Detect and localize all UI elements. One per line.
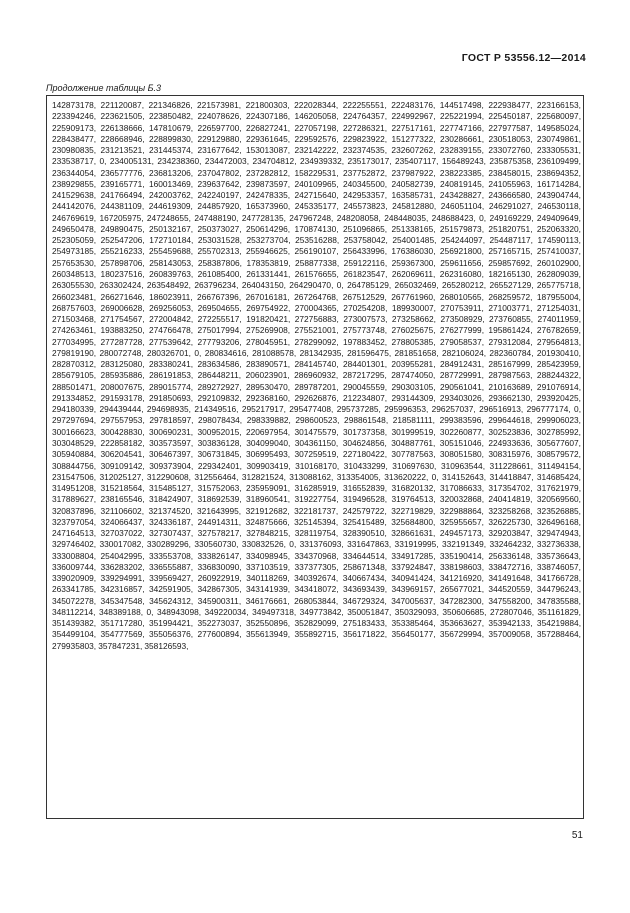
table-line: 280072748, 280326701, 0, 280834616, 281088578, 281342935, 281596475, 281851658, 282106024, 282360784, (99, 347, 534, 358)
table-line: 353385464, 353663627, 353942133, 354219884, 354499104, 354777569, 355056376, 277600894, 355613949, (52, 618, 582, 640)
table-line: 335736643, 336009744, 336283202, 336555887, 336830090, 337103519, 337377305, 258671348, 337924847, (52, 550, 581, 572)
table-line: 227057198, 227286321, 227517161, 227747166, 227977587, 149585024, 228438477, 228668946, 228899830, (52, 122, 581, 144)
table-line: 235959091, 316285919, 316552839, 316820132, 317086633, 317354702, 317621979, 317889627, 238165546, (52, 483, 582, 505)
table-line: 343141939, 343418072, 343693439, 343969157, 265677021, 344520559, 344796243, 345072278, 345347548, (52, 584, 582, 606)
table-line: 239873597, 240109965, 240345500, 240582739, 240819145, 241055963, 161714284, 241529638, 241766494, (52, 178, 582, 201)
table-line: 291850693, 292109832, 292368160, 292626876, 212234807, 293144309, 293403026, 293662130, 293920425, (149, 392, 581, 403)
table-line: 303836128, 304099040, 304361150, 304624856, 304887761, 305151046, 224933636, 305677607, 305940884, (52, 437, 581, 460)
table-line: 273258662, 273508929, 273760855, 274011959, 274263461, 193883250, 274766478, 275017994, 275269908, (52, 314, 582, 336)
page-number: 51 (571, 830, 583, 841)
table-line: 255216233, 255459688, 255702313, 255946625, 256190107, 256433996, 176386030, 256921800, 257165715, (100, 246, 533, 257)
table-line: 294180339, 294439444, 294698935, 214349516, 295217917, 295477408, 295737285, 295996353, 296257037, (52, 404, 476, 415)
table-line: 275521001, 275773748, 276025675, 276277999, 195861424, 276782659, 277034995, 277287728, 277539642, (52, 325, 581, 347)
table-line: 340667434, 340941424, 341216920, 341491648, 341766728, 263341785, 342316857, 342591905, 342867305, (52, 573, 582, 595)
table-line: 222938477, 223166153, 223394246, 223621505, 223850482, 224078626, 224307186, 146205058, 224764357, (52, 100, 581, 122)
table-line: 328119754, 328390510, 328661631, 249457173, 329203847, 329474943, 329746402, 330017082, 330289296, (52, 528, 582, 550)
table-line: 259611656, 259857692, 260102900, 260348513, 180237516, 260839763, 261085400, 261331441, 261576655, (52, 257, 581, 279)
table-line: 264043150, 264290470, 0, 264785129, 265032469, 265280212, 265527129, 265775718, 266023481, 266271646, (52, 280, 582, 302)
table-line: 224992967, 225221994, 225450187, 225680097, 225909173, 226138666, 147810679, 226597700, 226827241, (52, 111, 582, 133)
table-line: 284912431, 285167999, 285423959, 285679105, 285935886, 286191853, 286448211, 206023901, 286960932, (52, 359, 582, 381)
table-line: 257410037, 257653530, 257898706, 258143053, 258387806, 178353819, 258877338, 259122116, 259367300, (52, 246, 581, 268)
table-line: 246291027, 246530118, 246769619, 167205975, 247248655, 247488190, 247728135, 247967248, 248208058, (52, 201, 581, 223)
table-line: 142873178, 221120087, 221346826, 221573981, 221800303, 222028344, 222255551, 222483176, 144517498, (52, 100, 484, 110)
table-line: 338198603, 338472716, 338746057, 339020909, 339294991, 339569427, 260922919, 340118269, 340392674, (52, 561, 582, 584)
table-caption: Продолжение таблицы Б.3 (46, 83, 162, 93)
table-line: 301475579, 301737358, 301999519, 302260877, 302523836, 302785992, 303048529, 222858182, 303573597, (52, 426, 581, 448)
table-line: 237752872, 237987922, 238223385, 238458015, 238694352, 238929855, 239165771, 160013469, 239637642, (52, 167, 581, 189)
table-line: 348112214, 348389188, 0, 348943098, 349220034, 349497318, 349773842, 350051847, 350329093, 350606685, (52, 606, 487, 617)
table-line: 229129880, 229361645, 229592576, 229823922, 151277322, 230286661, 230518053, 230749861, 230980835, (52, 133, 582, 156)
table-line: 355892715, 356171822, 356450177, 356729994, 357009058, 357288464, 279935803, 357847231, 358126593, (52, 629, 581, 651)
table-line: 308579572, 308844756, 309109142, 309373904, 229342401, 309903419, 310168170, 310433299, 310697630, (52, 449, 581, 471)
table-cell-numbers (52, 100, 581, 652)
table-line: 170874130, 251096865, 251338165, 251579873, 251820751, 252063320, 252305059, 252547206, 172710184, (52, 223, 581, 246)
table-line: 289530470, 289787201, 290045559, 290303105, 290561041, 210163689, 291076914, 291334852, 291593178, (52, 381, 582, 403)
table-line: 313354005, 313620222, 0, 314152643, 314418847, 314685424, 314951208, 315218564, 315485127, 315752063, (52, 471, 581, 494)
table-line: 271003771, 271254031, 271503468, 271754567, 272004842, 272255517, 191820421, 272756883, 273007573, (52, 302, 581, 325)
standard-designation: ГОСТ Р 53556.12—2014 (461, 52, 586, 64)
table-line: 254042995, 333553708, 333826147, 334098945, 334370968, 334644514, 334917285, 335190414, 256336148, (100, 550, 533, 561)
table-line: 345624312, 345900311, 346176661, 268053844, 346729324, 347005637, 347282300, 347558200, 347835588, (149, 595, 581, 606)
table-line: 268757603, 269006628, 269256053, 269504655, 269754922, 270004365, 270254208, 189930007, 270753911, (52, 302, 484, 313)
table-line: 261823547, 262069611, 262316080, 182165130, 262809039, 263055530, 263302424, 263548492, 263796234, (52, 268, 581, 291)
table-line: 248448035, 248688423, 0, 249169229, 249409649, 249650478, 249890475, 250132167, 250373027, 250614296, (52, 212, 582, 234)
table-line: 287217295, 287474050, 287729991, 287987563, 288244322, 288501471, 208007675, 289015774, 289272927, (52, 370, 582, 392)
table-line: 272807046, 351161829, 351439382, 351717280, 351994421, 352273037, 352550896, 352829099, 275183433, (52, 606, 582, 629)
table-line: 201930410, 282870312, 283125080, 283380241, 283634586, 283890571, 284145740, 284401301, 203955281, (52, 347, 581, 370)
table-line: 310963544, 311228661, 311494154, 231547506, 312025127, 312290608, 312556464, 312821524, 313088162, (52, 460, 582, 482)
table-line: 231213521, 231445374, 231677642, 153013087, 232142222, 232374535, 232607262, 232839155, 233072760, (100, 145, 533, 156)
table-line: 325684800, 325955657, 326225730, 326496168, 247164513, 327037022, 327307437, 327578217, 327848215, (52, 516, 582, 539)
table-line: 277793206, 278045951, 278299092, 197883452, 278805385, 279058537, 279312084, 279564813, 279819190, (52, 336, 582, 358)
table-line: 156489243, 235875358, 236109499, 236344054, 236577776, 236813206, 237047802, 237282812, 158229531, (52, 156, 581, 178)
table-line: 318424907, 318692539, 318960541, 319227754, 319496528, 319764513, 320032868, 240414819, 320569560, (149, 494, 581, 505)
table-line: 186023911, 266767396, 267016181, 267264768, 267512529, 267761960, 268010565, 268259572, 187955004, (149, 291, 581, 302)
table-line: 323258268, 323526885, 323797054, 324066437, 324336187, 244914311, 324875666, 325145394, 325415489, (52, 505, 581, 527)
table-line: 320837896, 321106602, 321374520, 321643995, 321912682, 322181737, 242579722, 322719829, 322988864, (52, 505, 484, 516)
table-line: 218581111, 299383596, 299644618, 299906023, 300166623, 300428830, 300690231, 300952015, 220697954, (52, 415, 582, 437)
table-line: 253031528, 253273704, 253516288, 253758042, 254001485, 254244097, 254487117, 174590113, 254973185, (52, 235, 581, 257)
table-line: 242003762, 242240197, 242478335, 242715640, 242953357, 163585731, 243428827, 243666580, 243904744, (149, 190, 581, 201)
table-line: 233305531, 233538717, 0, 234005131, 234238360, 234472003, 234704812, 234939332, 235173017, 235407117, (52, 145, 581, 167)
data-table (46, 95, 584, 819)
table-line: 296516913, 296777174, 0, 297297694, 297557953, 297818597, 298078434, 298339882, 298600523, 298861548, (52, 404, 582, 426)
table-line: 244142076, 244381109, 244619309, 244857920, 165373960, 245335177, 245573823, 245812880, 246051104, (52, 201, 485, 212)
table-line: 330560730, 330832526, 0, 331376093, 331647863, 331919995, 332191349, 332464232, 332736338, 333008804, (52, 539, 582, 561)
table-line: 306204541, 306467397, 306731845, 306995493, 307259519, 227180422, 307787563, 308051580, 308315976, (100, 449, 533, 460)
